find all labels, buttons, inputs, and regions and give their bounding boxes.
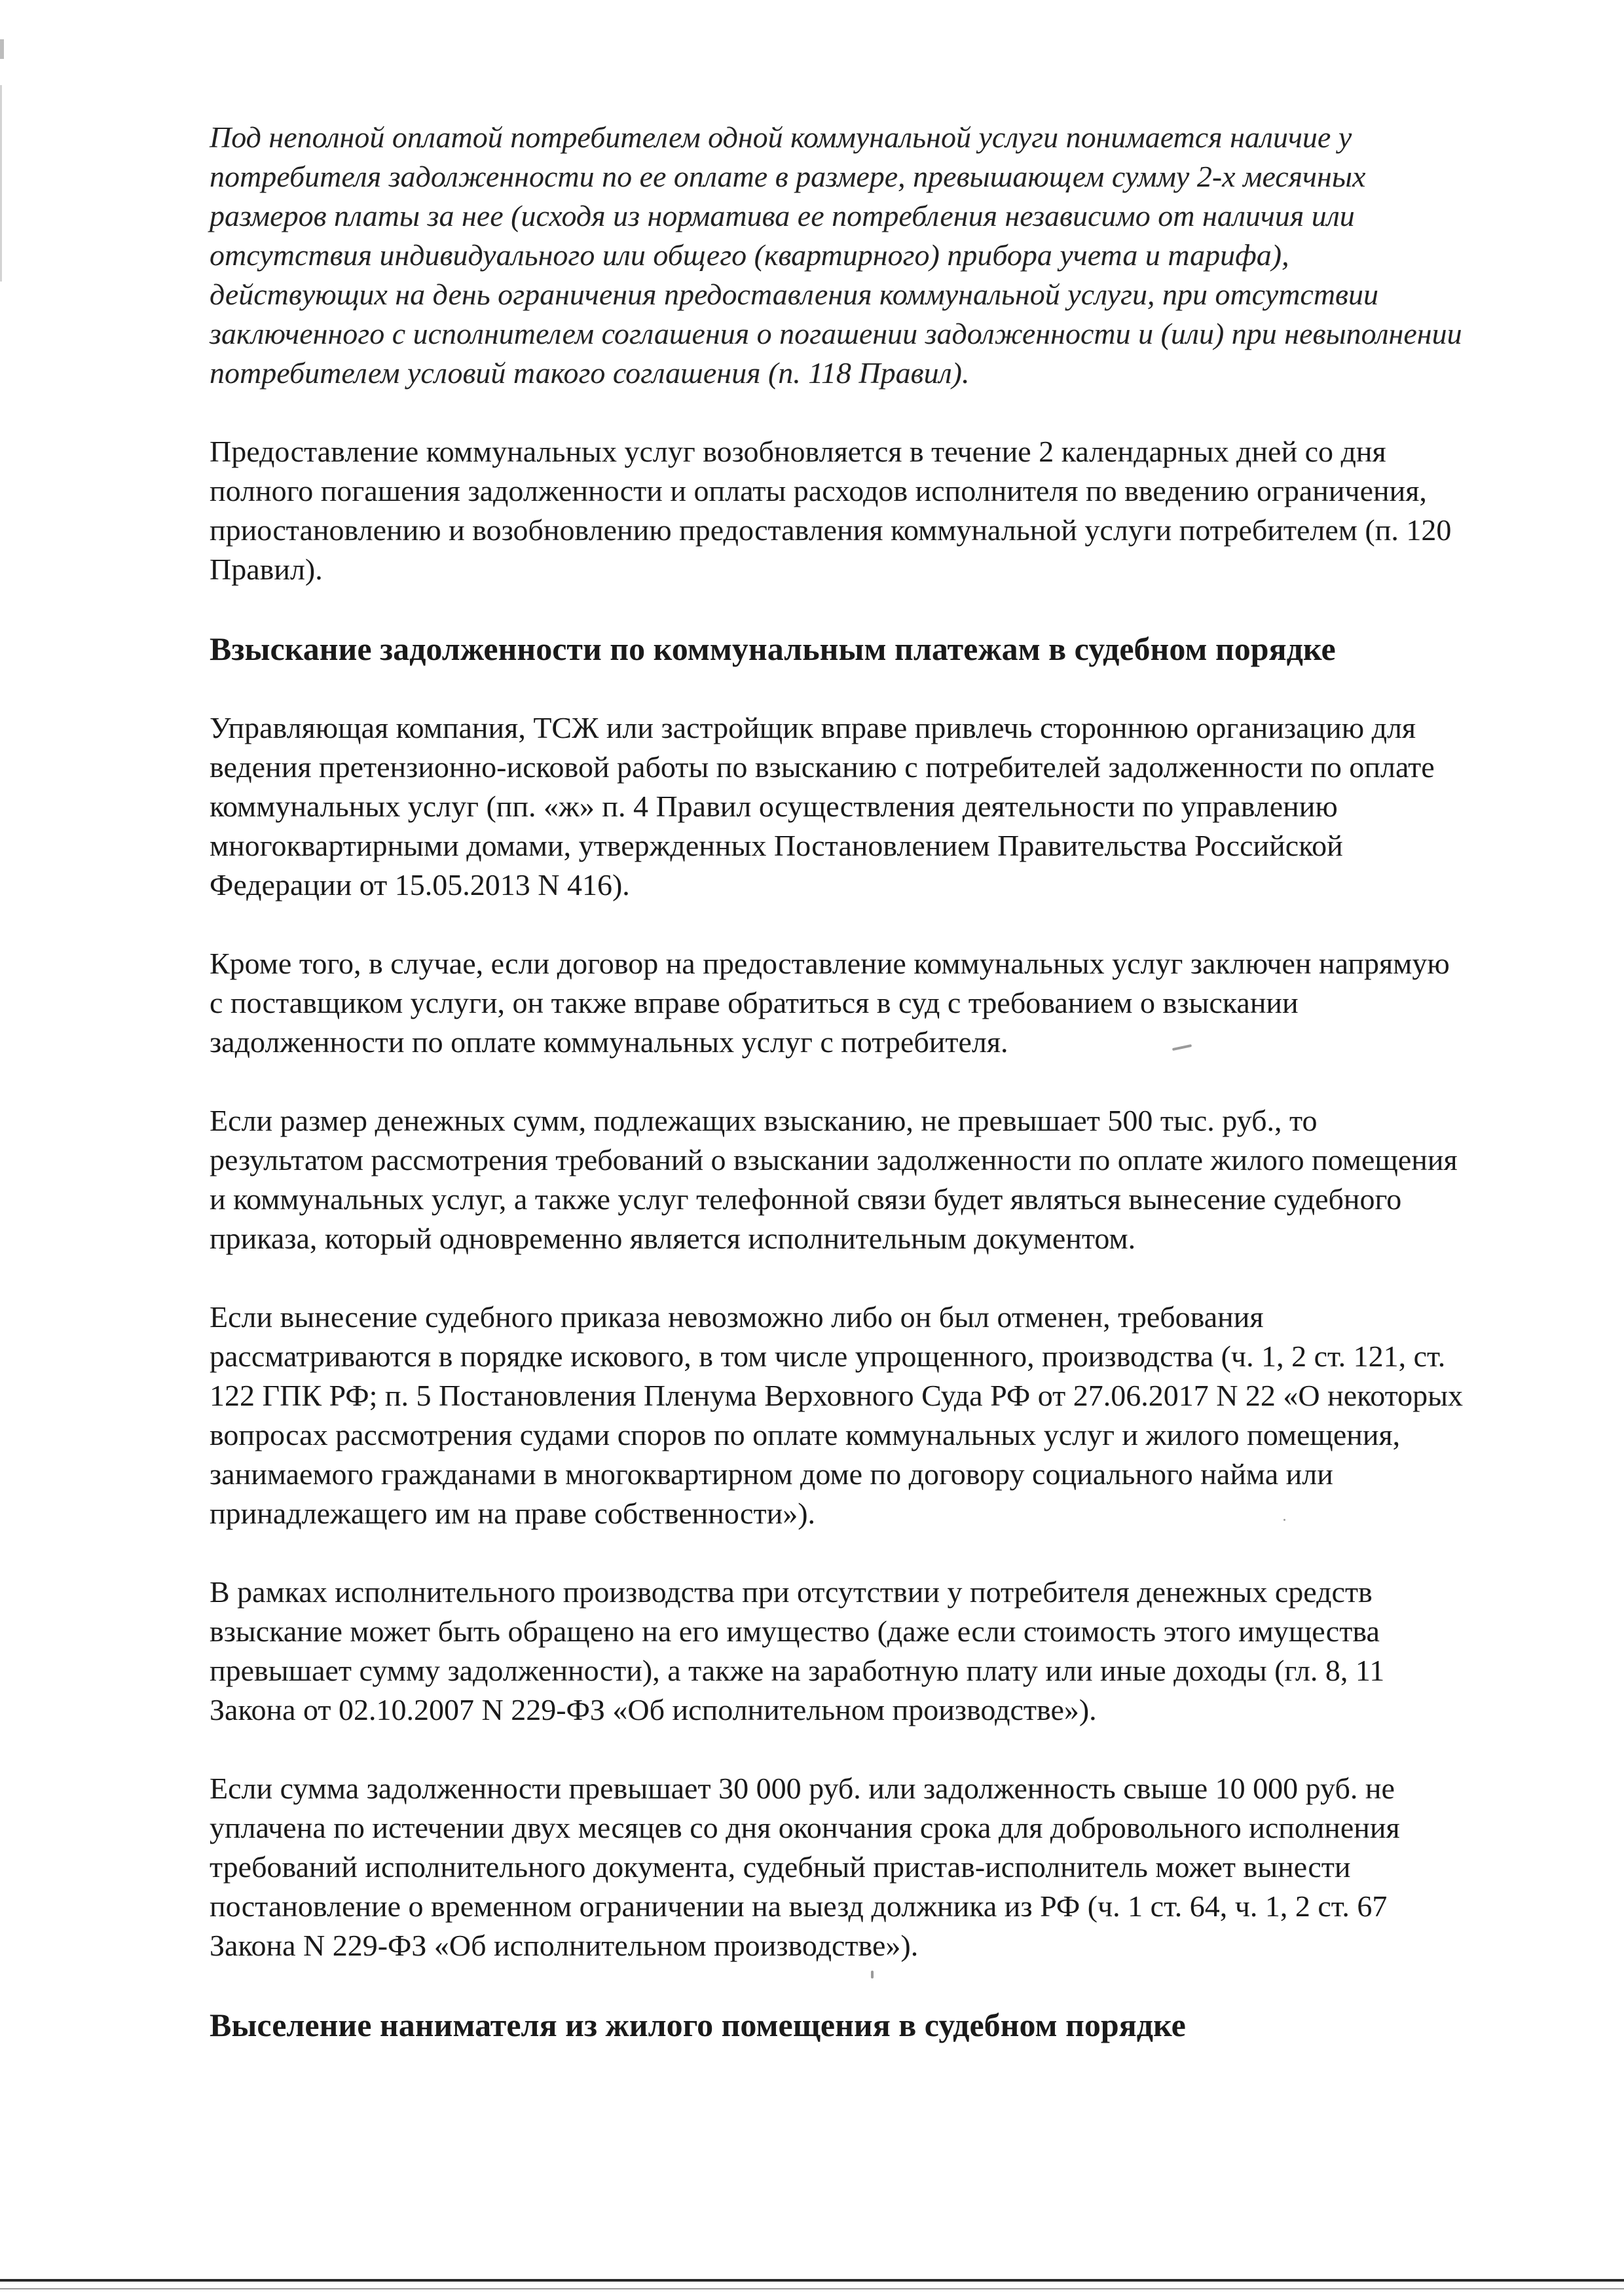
scan-margin-mark: [0, 39, 4, 59]
heading-court-debt-collection: Взыскание задолженности по коммунальным платежам в судебном порядке: [210, 630, 1336, 667]
scan-bottom-edge-faint: [0, 2288, 1624, 2289]
paragraph-supplier-court-claim: Кроме того, в случае, если договор на предоставление коммунальных услуг заключен напрямую с поставщиком услуги, он также вправе обратиться в суд с требованием о взыскании задолженности по оплате коммунальных услуг с потребителя.: [210, 947, 1450, 1059]
scan-bottom-edge: [0, 2279, 1624, 2282]
heading-tenant-eviction: Выселение нанимателя из жилого помещения в судебном порядке: [210, 2007, 1186, 2043]
scan-margin-line: [0, 85, 2, 282]
paragraph-enforcement-property: В рамках исполнительного производства при отсутствии у потребителя денежных средств взыскание может быть обращено на его имущество (даже если стоимость этого имущества превышает сумму задолженности), а также на заработную плату или иные доходы (гл. 8, 11 Закона от 02.10.2007 N 229-ФЗ «Об исполнительном производстве»).: [210, 1575, 1385, 1726]
paragraph-third-party-collection: Управляющая компания, ТСЖ или застройщик вправе привлечь стороннюю организацию для ведения претензионно-исковой работы по взысканию с потребителей задолженности по оплате коммунальных услуг (пп. «ж» п. 4 Правил осуществления деятельности по управлению многоквартирными домами, утвержденных Постановлением Правительства Российской Федерации от 15.05.2013 N 416).: [210, 711, 1435, 902]
paragraph-claim-proceedings: Если вынесение судебного приказа невозможно либо он был отменен, требования рассматриваются в порядке искового, в том числе упрощенного, производства (ч. 1, 2 ст. 121, ст. 122 ГПК РФ; п. 5 Постановления Пленума Верховного Суда РФ от 27.06.2017 N 22 «О некоторых вопросах рассмотрения судами споров по оплате коммунальных услуг и жилого помещения, занимаемого гражданами в многоквартирном доме по договору социального найма или принадлежащего им на праве собственности»).: [210, 1300, 1463, 1530]
paragraph-court-order: Если размер денежных сумм, подлежащих взысканию, не превышает 500 тыс. руб., то результатом рассмотрения требований о взыскании задолженности по оплате жилого помещения и коммунальных услуг, а также услуг телефонной связи будет являться вынесение судебного приказа, который одновременно является исполнительным документом.: [210, 1104, 1458, 1255]
scan-speck: [1283, 1519, 1285, 1521]
document-body: [210, 118, 1467, 2085]
paragraph-travel-restriction: Если сумма задолженности превышает 30 000 руб. или задолженность свыше 10 000 руб. не уплачена по истечении двух месяцев со дня окончания срока для добровольного исполнения требований исполнительного документа, судебный пристав-исполнитель может вынести постановление о временном ограничении на выезд должника из РФ (ч. 1 ст. 64, ч. 1, 2 ст. 67 Закона N 229-ФЗ «Об исполнительном производстве»).: [210, 1772, 1400, 1962]
scan-speck: [871, 1971, 874, 1978]
paragraph-incomplete-payment-definition: Под неполной оплатой потребителем одной коммунальной услуги понимается наличие у потребителя задолженности по ее оплате в размере, превышающем сумму 2-х месячных размеров платы за нее (исходя из норматива ее потребления независимо от наличия или отсутствия индивидуального или общего (квартирного) прибора учета и тарифа), действующих на день ограничения предоставления коммунальной услуги, при отсутствии заключенного с исполнителем соглашения о погашении задолженности и (или) при невыполнении потребителем условий такого соглашения (п. 118 Правил).: [210, 120, 1462, 390]
paragraph-service-resumption: Предоставление коммунальных услуг возобновляется в течение 2 календарных дней со дня полного погашения задолженности и оплаты расходов исполнителя по введению ограничения, приостановлению и возобновлению предоставления коммунальной услуги потребителем (п. 120 Правил).: [210, 435, 1452, 586]
